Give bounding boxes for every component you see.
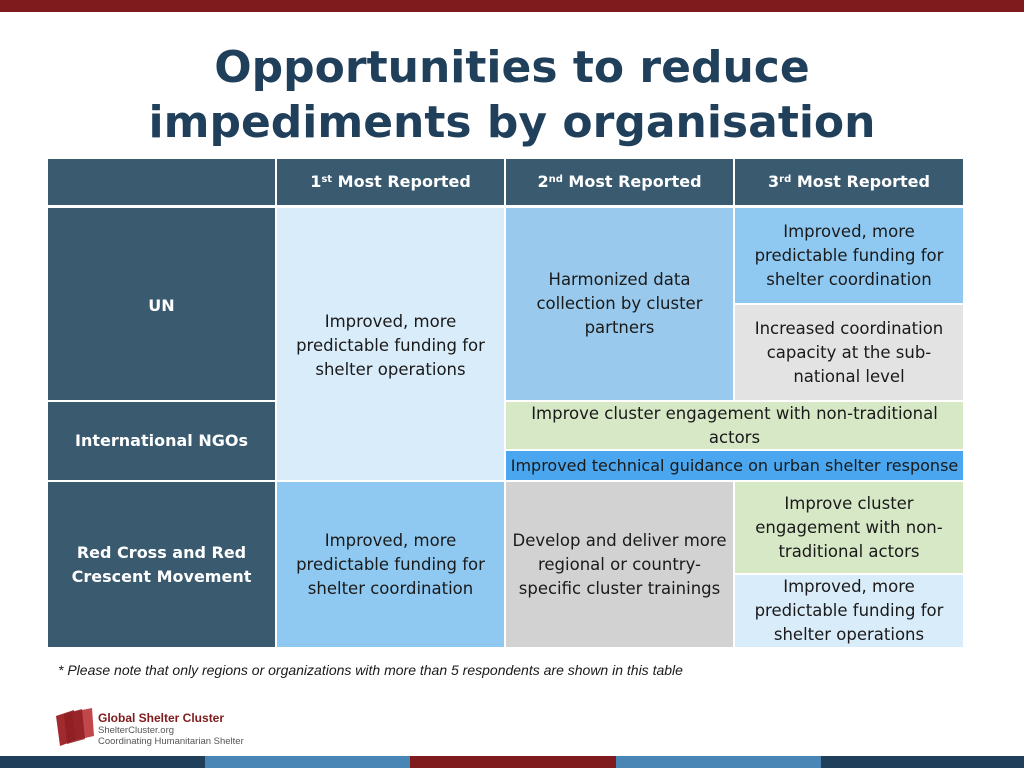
cell-rcrc-third-b: Improved, more predictable funding for shelter operations: [735, 575, 963, 647]
header-corner: [48, 159, 275, 205]
footer-bar-segment-1: [0, 756, 205, 768]
cell-un-ingo-first: Improved, more predictable funding for shelter operations: [277, 208, 504, 480]
header-2nd-most-reported: 2 $^{nd}$ Most Reported: [506, 159, 733, 205]
page-title: Opportunities to reduce impediments by organisation: [148, 42, 876, 148]
cell-un-third-a: Improved, more predictable funding for shelter coordination: [735, 208, 963, 303]
footnote: * Please note that only regions or organizations with more than 5 respondents are shown in this table: [58, 662, 683, 678]
cell-rcrc-second: Develop and deliver more regional or country-specific cluster trainings: [506, 482, 733, 647]
cell-un-second: Harmonized data collection by cluster partners: [506, 208, 733, 400]
footer-bar-segment-5: [821, 756, 1024, 768]
header-1st-most-reported: 1 $^{st}$ Most Reported: [277, 159, 504, 205]
global-shelter-cluster-logo-icon: [52, 706, 98, 748]
footer-bar-segment-4: [616, 756, 821, 768]
row-header-un: UN: [48, 208, 275, 400]
row-header-red-cross: Red Cross and Red Crescent Movement: [48, 482, 275, 647]
footer-bar-segment-2: [205, 756, 410, 768]
cell-ingo-b: Improved technical guidance on urban shelter response: [506, 451, 963, 480]
row-header-international-ngos: International NGOs: [48, 402, 275, 480]
cell-ingo-a: Improve cluster engagement with non-traditional actors: [506, 402, 963, 449]
cell-rcrc-first: Improved, more predictable funding for shelter coordination: [277, 482, 504, 647]
cell-un-third-b: Increased coordination capacity at the sub-national level: [735, 305, 963, 400]
footer-bar-segment-3: [410, 756, 616, 768]
header-3rd-most-reported: 3 $^{rd}$ Most Reported: [735, 159, 963, 205]
cell-rcrc-third-a: Improve cluster engagement with non-traditional actors: [735, 482, 963, 573]
logo-text: Global Shelter Cluster ShelterCluster.org Coordinating Humanitarian Shelter: [98, 711, 244, 747]
